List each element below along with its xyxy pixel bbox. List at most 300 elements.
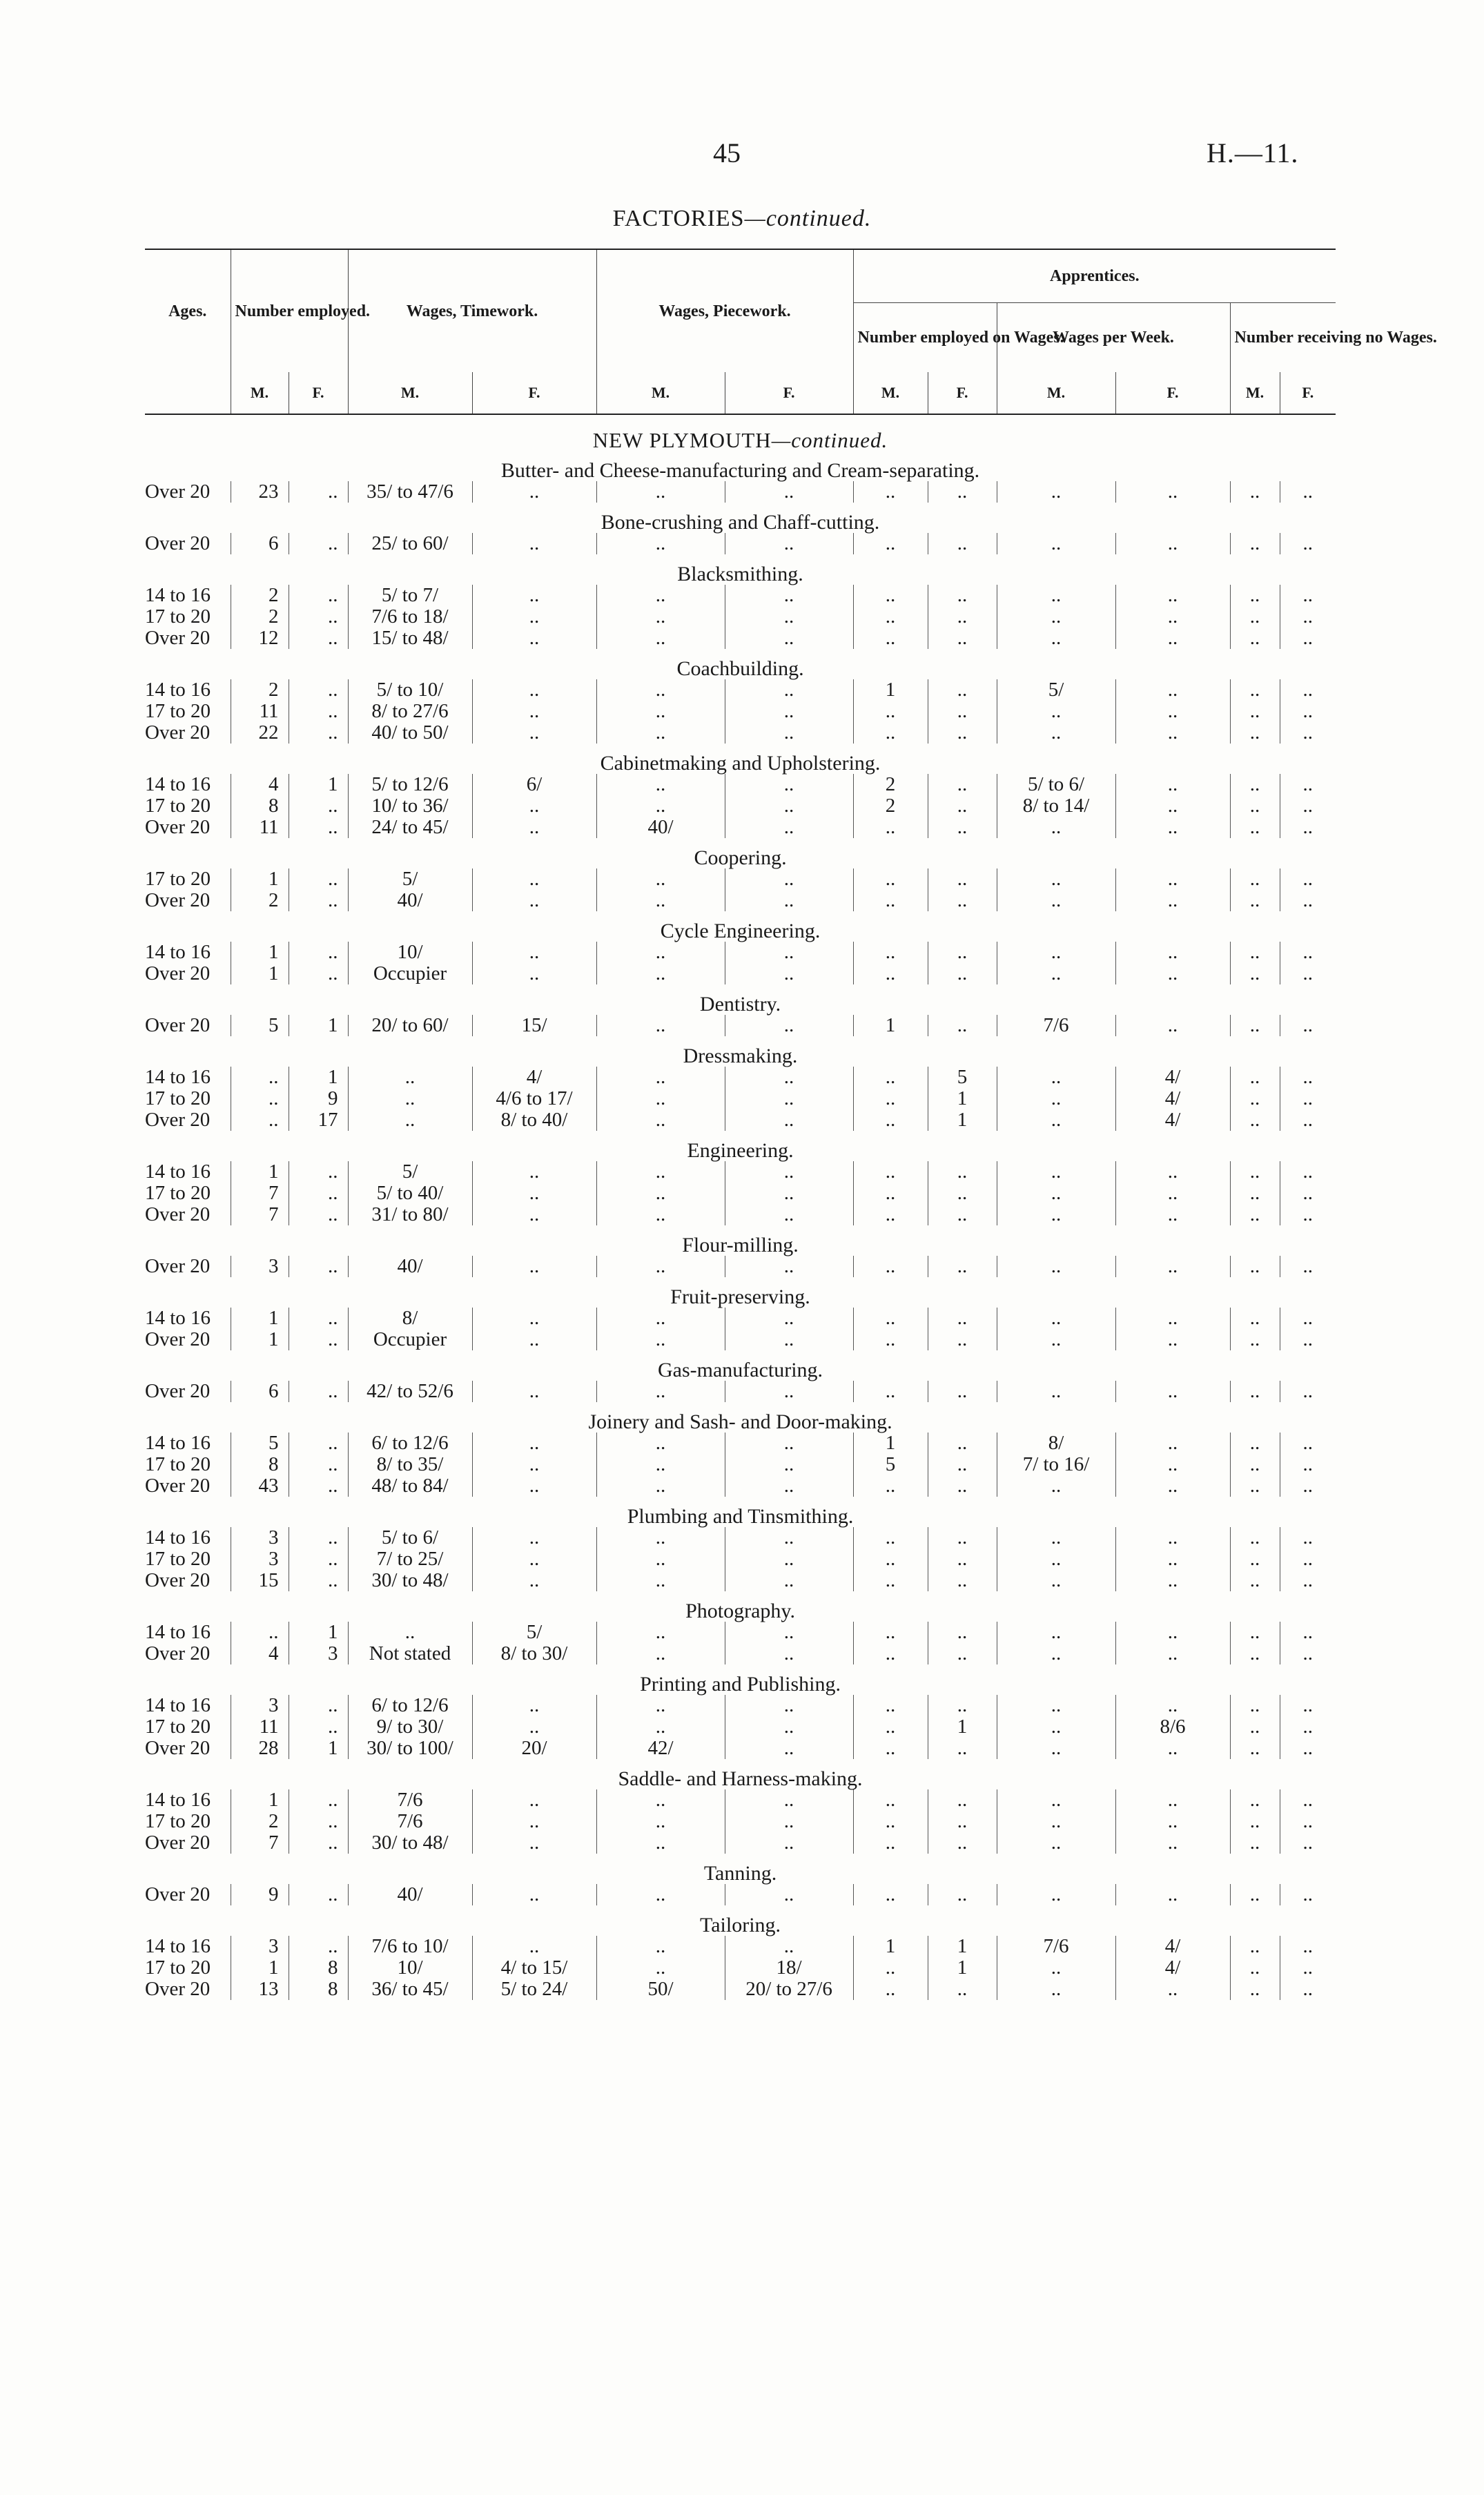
cell-employed-m: 7 <box>231 1204 289 1225</box>
cell-apprentice-wages-f: 4/ <box>1115 1957 1230 1979</box>
cell-apprentice-wages-f: .. <box>1115 1643 1230 1664</box>
cell-apprentice-wages-m: .. <box>997 1957 1115 1979</box>
cell-employed-f: 3 <box>289 1643 348 1664</box>
cell-apprentice-wages-m: .. <box>997 1695 1115 1716</box>
cell-employed-m: 2 <box>231 890 289 911</box>
cell-piecework-m: .. <box>596 1088 725 1109</box>
cell-apprentice-employed-f: 1 <box>928 1088 997 1109</box>
cell-apprentice-no-wages-m: .. <box>1230 1433 1280 1454</box>
cell-apprentice-employed-m: 1 <box>853 1433 928 1454</box>
section-title: Tailoring. <box>700 1914 781 1936</box>
cell-apprentice-no-wages-m: .. <box>1230 1957 1280 1979</box>
cell-age: Over 20 <box>145 1978 211 2000</box>
cell-apprentice-employed-m: .. <box>853 585 928 606</box>
cell-apprentice-wages-f: .. <box>1115 942 1230 963</box>
cell-apprentice-wages-f: .. <box>1115 1161 1230 1183</box>
cell-apprentice-wages-m: .. <box>997 628 1115 649</box>
cell-piecework-m: .. <box>596 1811 725 1832</box>
cell-piecework-f: .. <box>725 1789 853 1811</box>
cell-timework-f: .. <box>472 1570 596 1591</box>
header-wages-timework: Wages, Timework. <box>348 249 596 372</box>
cell-apprentice-employed-m: .. <box>853 1695 928 1716</box>
section-title: Tanning. <box>703 1862 777 1885</box>
cell-employed-m: 13 <box>231 1979 289 2000</box>
cell-apprentice-wages-m: .. <box>997 1738 1115 1759</box>
cell-timework-m: 42/ to 52/6 <box>348 1381 472 1402</box>
cell-apprentice-no-wages-m: .. <box>1230 1716 1280 1738</box>
cell-apprentice-employed-f: .. <box>928 1811 997 1832</box>
table-row <box>145 868 1336 890</box>
district-name: NEW PLYMOUTH <box>592 428 772 452</box>
section-heading-row <box>145 1497 1336 1527</box>
cell-age: 17 to 20 <box>145 1716 211 1738</box>
cell-apprentice-employed-f: .. <box>928 1622 997 1643</box>
cell-age: 17 to 20 <box>145 1087 211 1109</box>
cell-apprentice-no-wages-m: .. <box>1230 1570 1280 1591</box>
cell-apprentice-no-wages-m: .. <box>1230 1308 1280 1329</box>
table-row <box>145 1832 1336 1854</box>
cell-timework-m: 6/ to 12/6 <box>348 1695 472 1716</box>
cell-employed-f: .. <box>289 1475 348 1497</box>
cell-apprentice-no-wages-f: .. <box>1280 1067 1336 1088</box>
cell-piecework-f: .. <box>725 1109 853 1131</box>
section-title: Coopering. <box>694 846 787 869</box>
cell-employed-m: 5 <box>231 1433 289 1454</box>
page-title-suffix: —continued. <box>744 206 872 231</box>
cell-timework-m: 30/ to 48/ <box>348 1570 472 1591</box>
cell-apprentice-no-wages-f: .. <box>1280 817 1336 838</box>
cell-apprentice-wages-f: .. <box>1115 1832 1230 1854</box>
cell-piecework-m: .. <box>596 1527 725 1549</box>
cell-apprentice-wages-m: .. <box>997 868 1115 890</box>
cell-employed-f: .. <box>289 1936 348 1957</box>
cell-age: 17 to 20 <box>145 868 211 890</box>
table-row <box>145 481 1336 503</box>
cell-piecework-m: .. <box>596 942 725 963</box>
cell-piecework-m: .. <box>596 1695 725 1716</box>
cell-apprentice-no-wages-m: .. <box>1230 942 1280 963</box>
cell-employed-f: 17 <box>289 1109 348 1131</box>
cell-piecework-m: .. <box>596 1308 725 1329</box>
district-row <box>145 414 1336 451</box>
cell-apprentice-employed-m: .. <box>853 1811 928 1832</box>
cell-employed-f: .. <box>289 1256 348 1277</box>
section-title: Printing and Publishing. <box>640 1673 841 1696</box>
header-f: F. <box>472 372 596 414</box>
cell-apprentice-wages-m: .. <box>997 1067 1115 1088</box>
cell-timework-f: .. <box>472 1161 596 1183</box>
cell-piecework-f: .. <box>725 817 853 838</box>
cell-employed-f: .. <box>289 942 348 963</box>
cell-age: Over 20 <box>145 962 211 984</box>
table-row <box>145 1475 1336 1497</box>
cell-timework-f: .. <box>472 1433 596 1454</box>
header-f: F. <box>289 372 348 414</box>
cell-timework-m: 40/ <box>348 1256 472 1277</box>
cell-apprentice-employed-m: .. <box>853 1957 928 1979</box>
header-f: F. <box>725 372 853 414</box>
cell-apprentice-no-wages-f: .. <box>1280 890 1336 911</box>
header-f: F. <box>1280 372 1336 414</box>
section-title: Blacksmithing. <box>677 563 803 585</box>
cell-apprentice-no-wages-m: .. <box>1230 1979 1280 2000</box>
cell-apprentice-employed-f: 1 <box>928 1109 997 1131</box>
cell-timework-m: 5/ to 12/6 <box>348 774 472 795</box>
cell-apprentice-employed-m: .. <box>853 1067 928 1088</box>
cell-apprentice-wages-m: .. <box>997 722 1115 744</box>
cell-piecework-m: .. <box>596 1256 725 1277</box>
cell-apprentice-wages-m: .. <box>997 1549 1115 1570</box>
table-row <box>145 1957 1336 1979</box>
cell-employed-f: .. <box>289 1161 348 1183</box>
cell-employed-f: .. <box>289 963 348 984</box>
cell-piecework-f: .. <box>725 1475 853 1497</box>
section-title: Coachbuilding. <box>676 657 804 680</box>
cell-timework-m: .. <box>348 1067 472 1088</box>
cell-apprentice-wages-m: .. <box>997 1527 1115 1549</box>
cell-apprentice-employed-m: .. <box>853 1549 928 1570</box>
cell-apprentice-no-wages-m: .. <box>1230 481 1280 503</box>
cell-piecework-f: .. <box>725 1570 853 1591</box>
cell-apprentice-no-wages-m: .. <box>1230 1475 1280 1497</box>
cell-apprentice-no-wages-m: .. <box>1230 585 1280 606</box>
cell-apprentice-wages-m: .. <box>997 1832 1115 1854</box>
cell-employed-m: 1 <box>231 1789 289 1811</box>
header-m: M. <box>231 372 289 414</box>
cell-employed-m: .. <box>231 1067 289 1088</box>
section-heading-row <box>145 1854 1336 1884</box>
cell-apprentice-no-wages-m: .. <box>1230 1204 1280 1225</box>
cell-piecework-m: .. <box>596 628 725 649</box>
cell-piecework-m: .. <box>596 1957 725 1979</box>
cell-apprentice-wages-f: 4/ <box>1115 1088 1230 1109</box>
cell-timework-m: .. <box>348 1088 472 1109</box>
cell-employed-f: .. <box>289 1454 348 1475</box>
cell-piecework-m: .. <box>596 1789 725 1811</box>
cell-apprentice-employed-m: .. <box>853 1527 928 1549</box>
cell-timework-m: 24/ to 45/ <box>348 817 472 838</box>
cell-apprentice-wages-f: .. <box>1115 1527 1230 1549</box>
cell-employed-m: 1 <box>231 963 289 984</box>
cell-apprentice-employed-m: .. <box>853 1381 928 1402</box>
cell-apprentice-wages-m: .. <box>997 1643 1115 1664</box>
cell-employed-m: 5 <box>231 1015 289 1036</box>
cell-apprentice-no-wages-f: .. <box>1280 1884 1336 1905</box>
cell-apprentice-wages-f: .. <box>1115 795 1230 817</box>
cell-apprentice-no-wages-f: .. <box>1280 1549 1336 1570</box>
cell-timework-m: 40/ to 50/ <box>348 722 472 744</box>
cell-apprentice-no-wages-f: .. <box>1280 1622 1336 1643</box>
cell-piecework-m: .. <box>596 963 725 984</box>
section-heading-row <box>145 1350 1336 1381</box>
cell-apprentice-wages-m: .. <box>997 1183 1115 1204</box>
cell-apprentice-employed-m: .. <box>853 1204 928 1225</box>
cell-piecework-m: .. <box>596 1622 725 1643</box>
cell-apprentice-employed-f: .. <box>928 1329 997 1350</box>
cell-employed-m: 9 <box>231 1884 289 1905</box>
cell-piecework-f: .. <box>725 774 853 795</box>
cell-apprentice-wages-f: .. <box>1115 1329 1230 1350</box>
cell-timework-f: .. <box>472 1811 596 1832</box>
cell-timework-m: 8/ <box>348 1308 472 1329</box>
cell-age: 17 to 20 <box>145 1810 211 1832</box>
cell-apprentice-no-wages-f: .. <box>1280 1527 1336 1549</box>
cell-apprentice-wages-m: .. <box>997 1088 1115 1109</box>
cell-apprentice-employed-m: .. <box>853 1789 928 1811</box>
cell-timework-f: 4/ to 15/ <box>472 1957 596 1979</box>
cell-timework-m: 6/ to 12/6 <box>348 1433 472 1454</box>
cell-timework-m: 31/ to 80/ <box>348 1204 472 1225</box>
cell-apprentice-employed-f: .. <box>928 1183 997 1204</box>
cell-timework-m: 36/ to 45/ <box>348 1979 472 2000</box>
cell-apprentice-no-wages-f: .. <box>1280 1643 1336 1664</box>
cell-timework-f: .. <box>472 963 596 984</box>
cell-apprentice-wages-m: .. <box>997 701 1115 722</box>
cell-piecework-m: .. <box>596 606 725 628</box>
section-title: Cabinetmaking and Upholstering. <box>600 752 881 775</box>
section-title: Bone-crushing and Chaff-cutting. <box>601 511 880 534</box>
cell-timework-f: .. <box>472 1936 596 1957</box>
cell-apprentice-no-wages-f: .. <box>1280 774 1336 795</box>
cell-apprentice-employed-f: .. <box>928 890 997 911</box>
cell-employed-m: 1 <box>231 1308 289 1329</box>
cell-employed-m: 22 <box>231 722 289 744</box>
cell-piecework-m: .. <box>596 1381 725 1402</box>
cell-employed-f: .. <box>289 585 348 606</box>
cell-piecework-f: .. <box>725 1527 853 1549</box>
table-row <box>145 1884 1336 1905</box>
cell-apprentice-no-wages-f: .. <box>1280 1204 1336 1225</box>
cell-timework-m: 7/6 <box>348 1811 472 1832</box>
table-body <box>145 414 1336 2000</box>
cell-apprentice-employed-m: .. <box>853 942 928 963</box>
cell-apprentice-no-wages-m: .. <box>1230 1381 1280 1402</box>
cell-employed-f: .. <box>289 1329 348 1350</box>
table-row <box>145 1067 1336 1088</box>
cell-apprentice-wages-f: .. <box>1115 1789 1230 1811</box>
cell-piecework-m: .. <box>596 701 725 722</box>
cell-employed-m: 4 <box>231 1643 289 1664</box>
section-title: Engineering. <box>687 1139 794 1162</box>
cell-employed-m: 28 <box>231 1738 289 1759</box>
cell-employed-f: 1 <box>289 774 348 795</box>
cell-age: 14 to 16 <box>145 1307 211 1329</box>
cell-piecework-m: .. <box>596 1884 725 1905</box>
header-apprentices: Apprentices. <box>853 249 1336 303</box>
cell-apprentice-employed-m: .. <box>853 1183 928 1204</box>
cell-apprentice-no-wages-m: .. <box>1230 1789 1280 1811</box>
header-apprentices-number-employed: Number employed on Wages. <box>853 303 997 373</box>
cell-apprentice-wages-m: .. <box>997 481 1115 503</box>
cell-apprentice-no-wages-m: .. <box>1230 1643 1280 1664</box>
cell-apprentice-employed-f: .. <box>928 1308 997 1329</box>
cell-employed-f: .. <box>289 1695 348 1716</box>
page-title <box>0 206 1484 232</box>
cell-employed-f: 9 <box>289 1088 348 1109</box>
cell-employed-f: 8 <box>289 1957 348 1979</box>
cell-apprentice-wages-m: .. <box>997 1716 1115 1738</box>
cell-timework-m: 10/ to 36/ <box>348 795 472 817</box>
cell-employed-f: 1 <box>289 1067 348 1088</box>
cell-apprentice-employed-m: .. <box>853 817 928 838</box>
cell-apprentice-wages-f: .. <box>1115 1884 1230 1905</box>
cell-employed-m: 43 <box>231 1475 289 1497</box>
cell-apprentice-no-wages-f: .. <box>1280 1109 1336 1131</box>
cell-apprentice-no-wages-m: .. <box>1230 1832 1280 1854</box>
cell-age: 17 to 20 <box>145 1182 211 1204</box>
cell-apprentice-no-wages-m: .. <box>1230 1329 1280 1350</box>
cell-age: 14 to 16 <box>145 773 211 795</box>
cell-employed-m: .. <box>231 1622 289 1643</box>
page-code: H.—11. <box>1207 137 1299 168</box>
cell-timework-m: 30/ to 48/ <box>348 1832 472 1854</box>
cell-apprentice-no-wages-m: .. <box>1230 963 1280 984</box>
cell-apprentice-employed-f: .. <box>928 533 997 554</box>
cell-employed-m: 1 <box>231 1957 289 1979</box>
cell-timework-f: .. <box>472 1256 596 1277</box>
cell-timework-m: 20/ to 60/ <box>348 1015 472 1036</box>
cell-employed-f: .. <box>289 1381 348 1402</box>
cell-apprentice-wages-f: .. <box>1115 817 1230 838</box>
cell-timework-m: 10/ <box>348 942 472 963</box>
cell-apprentice-wages-m: .. <box>997 1789 1115 1811</box>
cell-apprentice-no-wages-f: .. <box>1280 1088 1336 1109</box>
cell-employed-f: 1 <box>289 1738 348 1759</box>
cell-apprentice-employed-f: .. <box>928 1204 997 1225</box>
cell-apprentice-employed-f: 1 <box>928 1936 997 1957</box>
cell-timework-f: .. <box>472 1183 596 1204</box>
cell-apprentice-no-wages-m: .. <box>1230 795 1280 817</box>
header-m: M. <box>997 372 1115 414</box>
cell-apprentice-wages-m: .. <box>997 585 1115 606</box>
table-row <box>145 1622 1336 1643</box>
cell-apprentice-employed-m: .. <box>853 722 928 744</box>
cell-apprentice-wages-f: .. <box>1115 1738 1230 1759</box>
table-row <box>145 774 1336 795</box>
cell-apprentice-employed-m: 2 <box>853 774 928 795</box>
cell-piecework-f: .. <box>725 722 853 744</box>
cell-apprentice-employed-m: .. <box>853 1161 928 1183</box>
section-title: Cycle Engineering. <box>660 920 821 942</box>
cell-apprentice-no-wages-m: .. <box>1230 1109 1280 1131</box>
cell-piecework-m: .. <box>596 1015 725 1036</box>
cell-apprentice-employed-f: .. <box>928 1549 997 1570</box>
cell-employed-m: 4 <box>231 774 289 795</box>
section-title: Butter- and Cheese-manufacturing and Cream-separating. <box>500 459 980 482</box>
cell-apprentice-employed-f: .. <box>928 963 997 984</box>
cell-piecework-m: .. <box>596 1067 725 1088</box>
cell-apprentice-wages-f: .. <box>1115 722 1230 744</box>
cell-apprentice-no-wages-m: .. <box>1230 1622 1280 1643</box>
cell-apprentice-no-wages-m: .. <box>1230 1738 1280 1759</box>
cell-age: 17 to 20 <box>145 1957 211 1979</box>
table-row <box>145 1979 1336 2000</box>
cell-piecework-f: .. <box>725 1454 853 1475</box>
cell-apprentice-no-wages-m: .. <box>1230 1088 1280 1109</box>
cell-apprentice-employed-m: .. <box>853 1716 928 1738</box>
cell-piecework-f: .. <box>725 1832 853 1854</box>
cell-timework-f: .. <box>472 1695 596 1716</box>
cell-apprentice-wages-m: 8/ <box>997 1433 1115 1454</box>
cell-apprentice-wages-f: 4/ <box>1115 1109 1230 1131</box>
cell-apprentice-wages-f: .. <box>1115 868 1230 890</box>
table-row <box>145 628 1336 649</box>
cell-apprentice-employed-m: .. <box>853 1570 928 1591</box>
cell-timework-m: 8/ to 35/ <box>348 1454 472 1475</box>
cell-employed-m: 6 <box>231 1381 289 1402</box>
cell-piecework-f: .. <box>725 1716 853 1738</box>
cell-apprentice-employed-f: .. <box>928 817 997 838</box>
cell-timework-m: 25/ to 60/ <box>348 533 472 554</box>
cell-piecework-m: .. <box>596 1716 725 1738</box>
cell-timework-f: .. <box>472 1549 596 1570</box>
cell-apprentice-employed-m: .. <box>853 1256 928 1277</box>
cell-apprentice-wages-f: .. <box>1115 585 1230 606</box>
section-title: Fruit-preserving. <box>670 1285 810 1308</box>
cell-piecework-f: .. <box>725 868 853 890</box>
cell-piecework-m: 40/ <box>596 817 725 838</box>
cell-employed-m: 7 <box>231 1183 289 1204</box>
cell-timework-m: Occupier <box>348 1329 472 1350</box>
cell-apprentice-employed-f: .. <box>928 1643 997 1664</box>
cell-apprentice-no-wages-m: .. <box>1230 774 1280 795</box>
cell-employed-f: 8 <box>289 1979 348 2000</box>
table-row <box>145 1695 1336 1716</box>
cell-timework-m: 7/6 <box>348 1789 472 1811</box>
cell-piecework-f: .. <box>725 1811 853 1832</box>
cell-piecework-m: .. <box>596 722 725 744</box>
cell-apprentice-no-wages-m: .. <box>1230 628 1280 649</box>
cell-timework-m: 7/6 to 18/ <box>348 606 472 628</box>
table-row <box>145 1381 1336 1402</box>
cell-employed-f: .. <box>289 1716 348 1738</box>
cell-apprentice-wages-f: .. <box>1115 1549 1230 1570</box>
section-heading-row <box>145 911 1336 942</box>
cell-timework-m: 8/ to 27/6 <box>348 701 472 722</box>
cell-timework-m: 5/ to 6/ <box>348 1527 472 1549</box>
cell-age: Over 20 <box>145 1109 211 1131</box>
header-m: M. <box>1230 372 1280 414</box>
cell-piecework-m: .. <box>596 1329 725 1350</box>
cell-apprentice-no-wages-f: .. <box>1280 1015 1336 1036</box>
cell-age: 14 to 16 <box>145 679 211 701</box>
cell-employed-m: 11 <box>231 817 289 838</box>
cell-apprentice-no-wages-m: .. <box>1230 701 1280 722</box>
cell-apprentice-no-wages-f: .. <box>1280 1570 1336 1591</box>
cell-apprentice-employed-m: .. <box>853 1738 928 1759</box>
cell-piecework-f: .. <box>725 1643 853 1664</box>
cell-piecework-m: .. <box>596 1570 725 1591</box>
cell-apprentice-no-wages-f: .. <box>1280 1161 1336 1183</box>
cell-apprentice-wages-m: .. <box>997 1204 1115 1225</box>
cell-apprentice-employed-m: .. <box>853 1475 928 1497</box>
cell-timework-f: .. <box>472 795 596 817</box>
cell-timework-f: .. <box>472 1308 596 1329</box>
cell-piecework-f: .. <box>725 1884 853 1905</box>
cell-apprentice-wages-f: .. <box>1115 774 1230 795</box>
cell-apprentice-no-wages-f: .. <box>1280 1381 1336 1402</box>
cell-employed-f: .. <box>289 533 348 554</box>
cell-timework-f: .. <box>472 1884 596 1905</box>
cell-apprentice-employed-m: .. <box>853 1088 928 1109</box>
cell-piecework-f: 20/ to 27/6 <box>725 1979 853 2000</box>
cell-apprentice-no-wages-f: .. <box>1280 1716 1336 1738</box>
table-row <box>145 1454 1336 1475</box>
cell-age: 14 to 16 <box>145 1621 211 1643</box>
cell-employed-f: .. <box>289 1183 348 1204</box>
cell-timework-f: .. <box>472 1381 596 1402</box>
cell-timework-m: 10/ <box>348 1957 472 1979</box>
